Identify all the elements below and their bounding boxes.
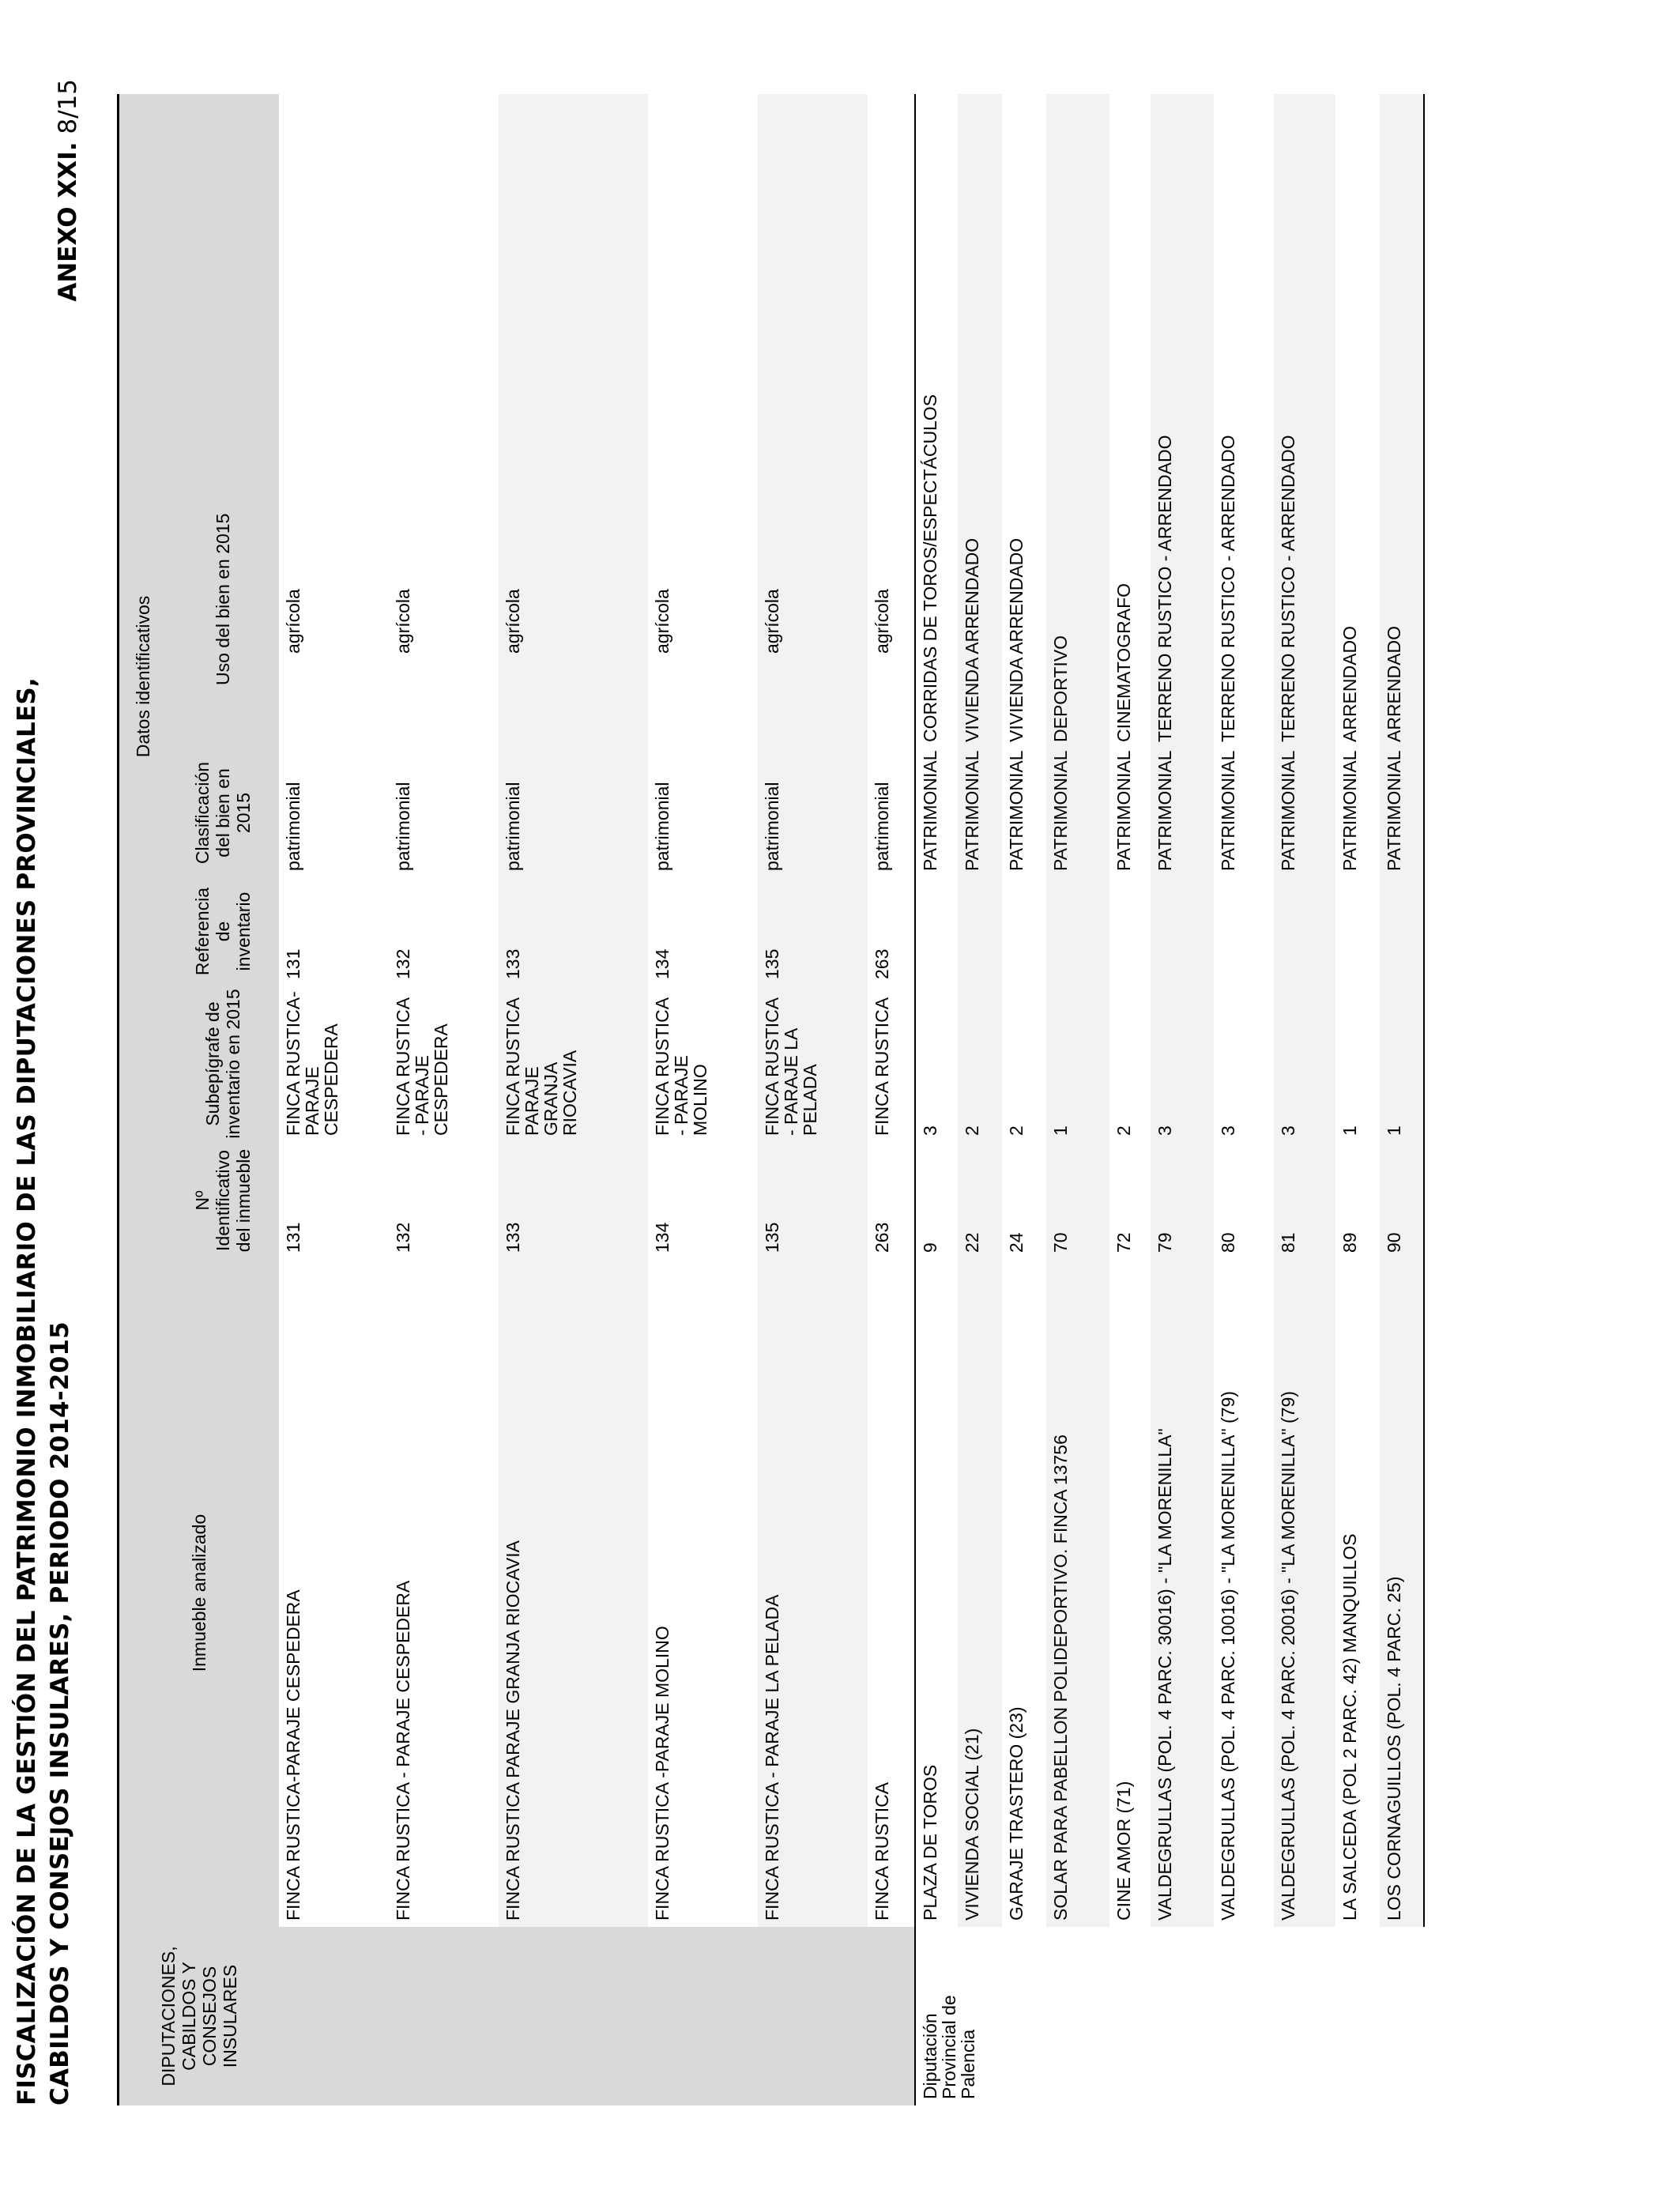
cell-uso: TERRENO RUSTICO - ARRENDADO (1151, 94, 1214, 748)
cell-numero: 134 (652, 1222, 672, 1253)
report-title-line2: CABILDOS Y CONSEJOS INSULARES, PERIODO 2014-2015 (46, 1321, 74, 2105)
cell-referencia: 134 (652, 948, 672, 979)
cell-numero: 133 (499, 1142, 648, 1259)
cell-numero: 89 (1339, 1232, 1360, 1253)
cell-referencia (958, 877, 1002, 986)
cell-referencia (1109, 877, 1151, 986)
table-row (915, 94, 958, 2105)
cell-diputacion: Diputación Provincial de Palencia (915, 1927, 1424, 2105)
cell-subepigrafe: 3 (1151, 986, 1214, 1142)
cell-clasificacion: patrimonial (499, 748, 648, 877)
table-row (1002, 94, 1046, 2105)
cell-inmueble: VALDEGRULLAS (POL. 4 PARC. 20016) - "LA MORENILLA" (79) (1274, 1259, 1335, 1927)
cell-uso: agrícola (283, 589, 303, 654)
table-row (648, 94, 758, 2105)
cell-uso: CORRIDAS DE TOROS/ESPECTÁCULOS (915, 94, 958, 748)
cell-uso: CINEMATOGRAFO (1113, 582, 1134, 742)
cell-inmueble: FINCA RUSTICA PARAJE GRANJA RIOCAVIA (499, 1259, 648, 1927)
patrimonio-table (117, 94, 1425, 2105)
cell-clasificacion: patrimonial (872, 782, 892, 871)
cell-subepigrafe: 1 (1046, 986, 1109, 1142)
cell-referencia: 135 (758, 877, 868, 986)
cell-subepigrafe: 1 (1380, 986, 1424, 1142)
table-row (1151, 94, 1214, 2105)
cell-numero: 131 (283, 1222, 303, 1253)
table-row (1335, 94, 1380, 2105)
table-row (958, 94, 1002, 2105)
cell-uso: agrícola (499, 94, 648, 748)
cell-referencia (1046, 877, 1109, 986)
cell-numero: 81 (1274, 1142, 1335, 1259)
cell-uso: ARRENDADO (1380, 94, 1424, 748)
cell-numero: 80 (1218, 1232, 1238, 1253)
col-header-group: Datos identificativos (119, 94, 168, 1259)
cell-subepigrafe: FINCA RUSTICA - PARAJE CESPEDERA (393, 998, 451, 1136)
cell-clasificacion: patrimonial (652, 782, 672, 871)
cell-inmueble: FINCA RUSTICA -PARAJE MOLINO (652, 1626, 672, 1921)
table-row (279, 94, 389, 2105)
cell-subepigrafe: FINCA RUSTICA-PARAJE CESPEDERA (283, 991, 341, 1136)
cell-uso: TERRENO RUSTICO - ARRENDADO (1274, 94, 1335, 748)
table-row (868, 94, 915, 2105)
table-row (1380, 94, 1424, 2105)
cell-inmueble: FINCA RUSTICA - PARAJE CESPEDERA (393, 1580, 413, 1921)
col-header-uso: Uso del bien en 2015 (167, 94, 279, 748)
cell-numero: 263 (872, 1222, 892, 1253)
cell-inmueble: LA SALCEDA (POL 2 PARC. 42) MANQUILLOS (1339, 1533, 1360, 1921)
annex-name: ANEXO XXI. (54, 141, 82, 302)
cell-inmueble: VALDEGRULLAS (POL. 4 PARC. 30016) - "LA MORENILLA" (1151, 1259, 1214, 1927)
cell-inmueble: PLAZA DE TOROS (915, 1259, 958, 1927)
cell-referencia (1214, 877, 1274, 986)
table-row (758, 94, 868, 2105)
cell-clasificacion: PATRIMONIAL (1006, 750, 1026, 871)
cell-uso: VIVIENDA ARRENDADO (1006, 537, 1026, 742)
table-row (389, 94, 499, 2105)
cell-clasificacion: PATRIMONIAL (1046, 748, 1109, 877)
cell-referencia: 263 (872, 948, 892, 979)
cell-numero: 22 (958, 1142, 1002, 1259)
cell-numero: 72 (1113, 1232, 1134, 1253)
cell-subepigrafe: FINCA RUSTICA PARAJE GRANJA RIOCAVIA (499, 986, 648, 1142)
cell-numero: 135 (758, 1142, 868, 1259)
cell-uso: VIVIENDA ARRENDADO (958, 94, 1002, 748)
cell-referencia: 131 (283, 948, 303, 979)
cell-clasificacion: patrimonial (283, 782, 303, 871)
col-header-referencia: Referencia de inventario (167, 877, 279, 986)
cell-uso: ARRENDADO (1339, 626, 1360, 742)
cell-subepigrafe: 3 (1218, 1125, 1238, 1136)
cell-inmueble: GARAJE TRASTERO (23) (1006, 1706, 1026, 1921)
cell-referencia (1380, 877, 1424, 986)
cell-referencia (1151, 877, 1214, 986)
cell-clasificacion: PATRIMONIAL (1339, 750, 1360, 871)
table-row (1214, 94, 1274, 2105)
cell-clasificacion: PATRIMONIAL (1218, 750, 1238, 871)
cell-inmueble: FINCA RUSTICA (872, 1781, 892, 1921)
cell-numero: 24 (1006, 1232, 1026, 1253)
cell-uso: TERRENO RUSTICO - ARRENDADO (1218, 435, 1238, 742)
table-row (1046, 94, 1109, 2105)
cell-uso: agrícola (872, 589, 892, 654)
report-title-line1: FISCALIZACIÓN DE LA GESTIÓN DEL PATRIMONIO INMOBILIARIO DE LAS DIPUTACIONES PROVINCIALES, (13, 677, 41, 2105)
cell-uso: DEPORTIVO (1046, 94, 1109, 748)
cell-numero: 79 (1151, 1142, 1214, 1259)
cell-numero: 90 (1380, 1142, 1424, 1259)
col-header-inmueble: Inmueble analizado (119, 1259, 280, 1927)
cell-inmueble: FINCA RUSTICA - PARAJE LA PELADA (758, 1259, 868, 1927)
cell-subepigrafe: FINCA RUSTICA - PARAJE MOLINO (652, 998, 710, 1136)
annex-page: 8/15 (54, 79, 82, 134)
cell-clasificacion: PATRIMONIAL (1151, 748, 1214, 877)
cell-referencia (1335, 877, 1380, 986)
cell-uso: agrícola (393, 589, 413, 654)
cell-inmueble: LOS CORNAGUILLOS (POL. 4 PARC. 25) (1380, 1259, 1424, 1927)
cell-clasificacion: PATRIMONIAL (1274, 748, 1335, 877)
cell-inmueble: SOLAR PARA PABELLON POLIDEPORTIVO. FINCA 13756 (1046, 1259, 1109, 1927)
cell-inmueble: VIVIENDA SOCIAL (21) (958, 1259, 1002, 1927)
cell-clasificacion: PATRIMONIAL (1380, 748, 1424, 877)
cell-inmueble: CINE AMOR (71) (1113, 1781, 1134, 1921)
cell-subepigrafe: 1 (1339, 1125, 1360, 1136)
cell-inmueble: FINCA RUSTICA-PARAJE CESPEDERA (283, 1589, 303, 1921)
table-row (1274, 94, 1335, 2105)
cell-referencia (1002, 877, 1046, 986)
cell-inmueble: VALDEGRULLAS (POL. 4 PARC. 10016) - "LA MORENILLA" (79) (1218, 1391, 1238, 1921)
cell-diputacion (279, 1927, 915, 2105)
cell-subepigrafe: FINCA RUSTICA (872, 997, 892, 1136)
cell-referencia: 133 (499, 877, 648, 986)
annex-label (54, 79, 82, 302)
cell-subepigrafe: 2 (958, 986, 1002, 1142)
col-header-numero: Nº Identificativo del inmueble (167, 1142, 279, 1259)
cell-subepigrafe: 2 (1006, 1125, 1026, 1136)
cell-clasificacion: PATRIMONIAL (958, 748, 1002, 877)
col-header-diputaciones: DIPUTACIONES, CABILDOS Y CONSEJOS INSULARES (119, 1927, 280, 2105)
cell-referencia (915, 877, 958, 986)
col-header-subepigrafe: Subepígrafe de inventario en 2015 (167, 986, 279, 1142)
cell-subepigrafe: 3 (1274, 986, 1335, 1142)
cell-numero: 132 (393, 1222, 413, 1253)
cell-referencia: 132 (393, 948, 413, 979)
cell-numero: 70 (1046, 1142, 1109, 1259)
cell-subepigrafe: 2 (1113, 1125, 1134, 1136)
cell-numero: 9 (915, 1142, 958, 1259)
cell-uso: agrícola (652, 589, 672, 654)
cell-subepigrafe: 3 (915, 986, 958, 1142)
cell-clasificacion: PATRIMONIAL (915, 748, 958, 877)
cell-uso: agrícola (758, 94, 868, 748)
table-row (499, 94, 648, 2105)
cell-clasificacion: patrimonial (758, 748, 868, 877)
col-header-clasificacion: Clasificación del bien en 2015 (167, 748, 279, 877)
cell-subepigrafe: FINCA RUSTICA - PARAJE LA PELADA (758, 986, 868, 1142)
table-row (1109, 94, 1151, 2105)
cell-referencia (1274, 877, 1335, 986)
cell-clasificacion: PATRIMONIAL (1113, 750, 1134, 871)
cell-clasificacion: patrimonial (393, 782, 413, 871)
